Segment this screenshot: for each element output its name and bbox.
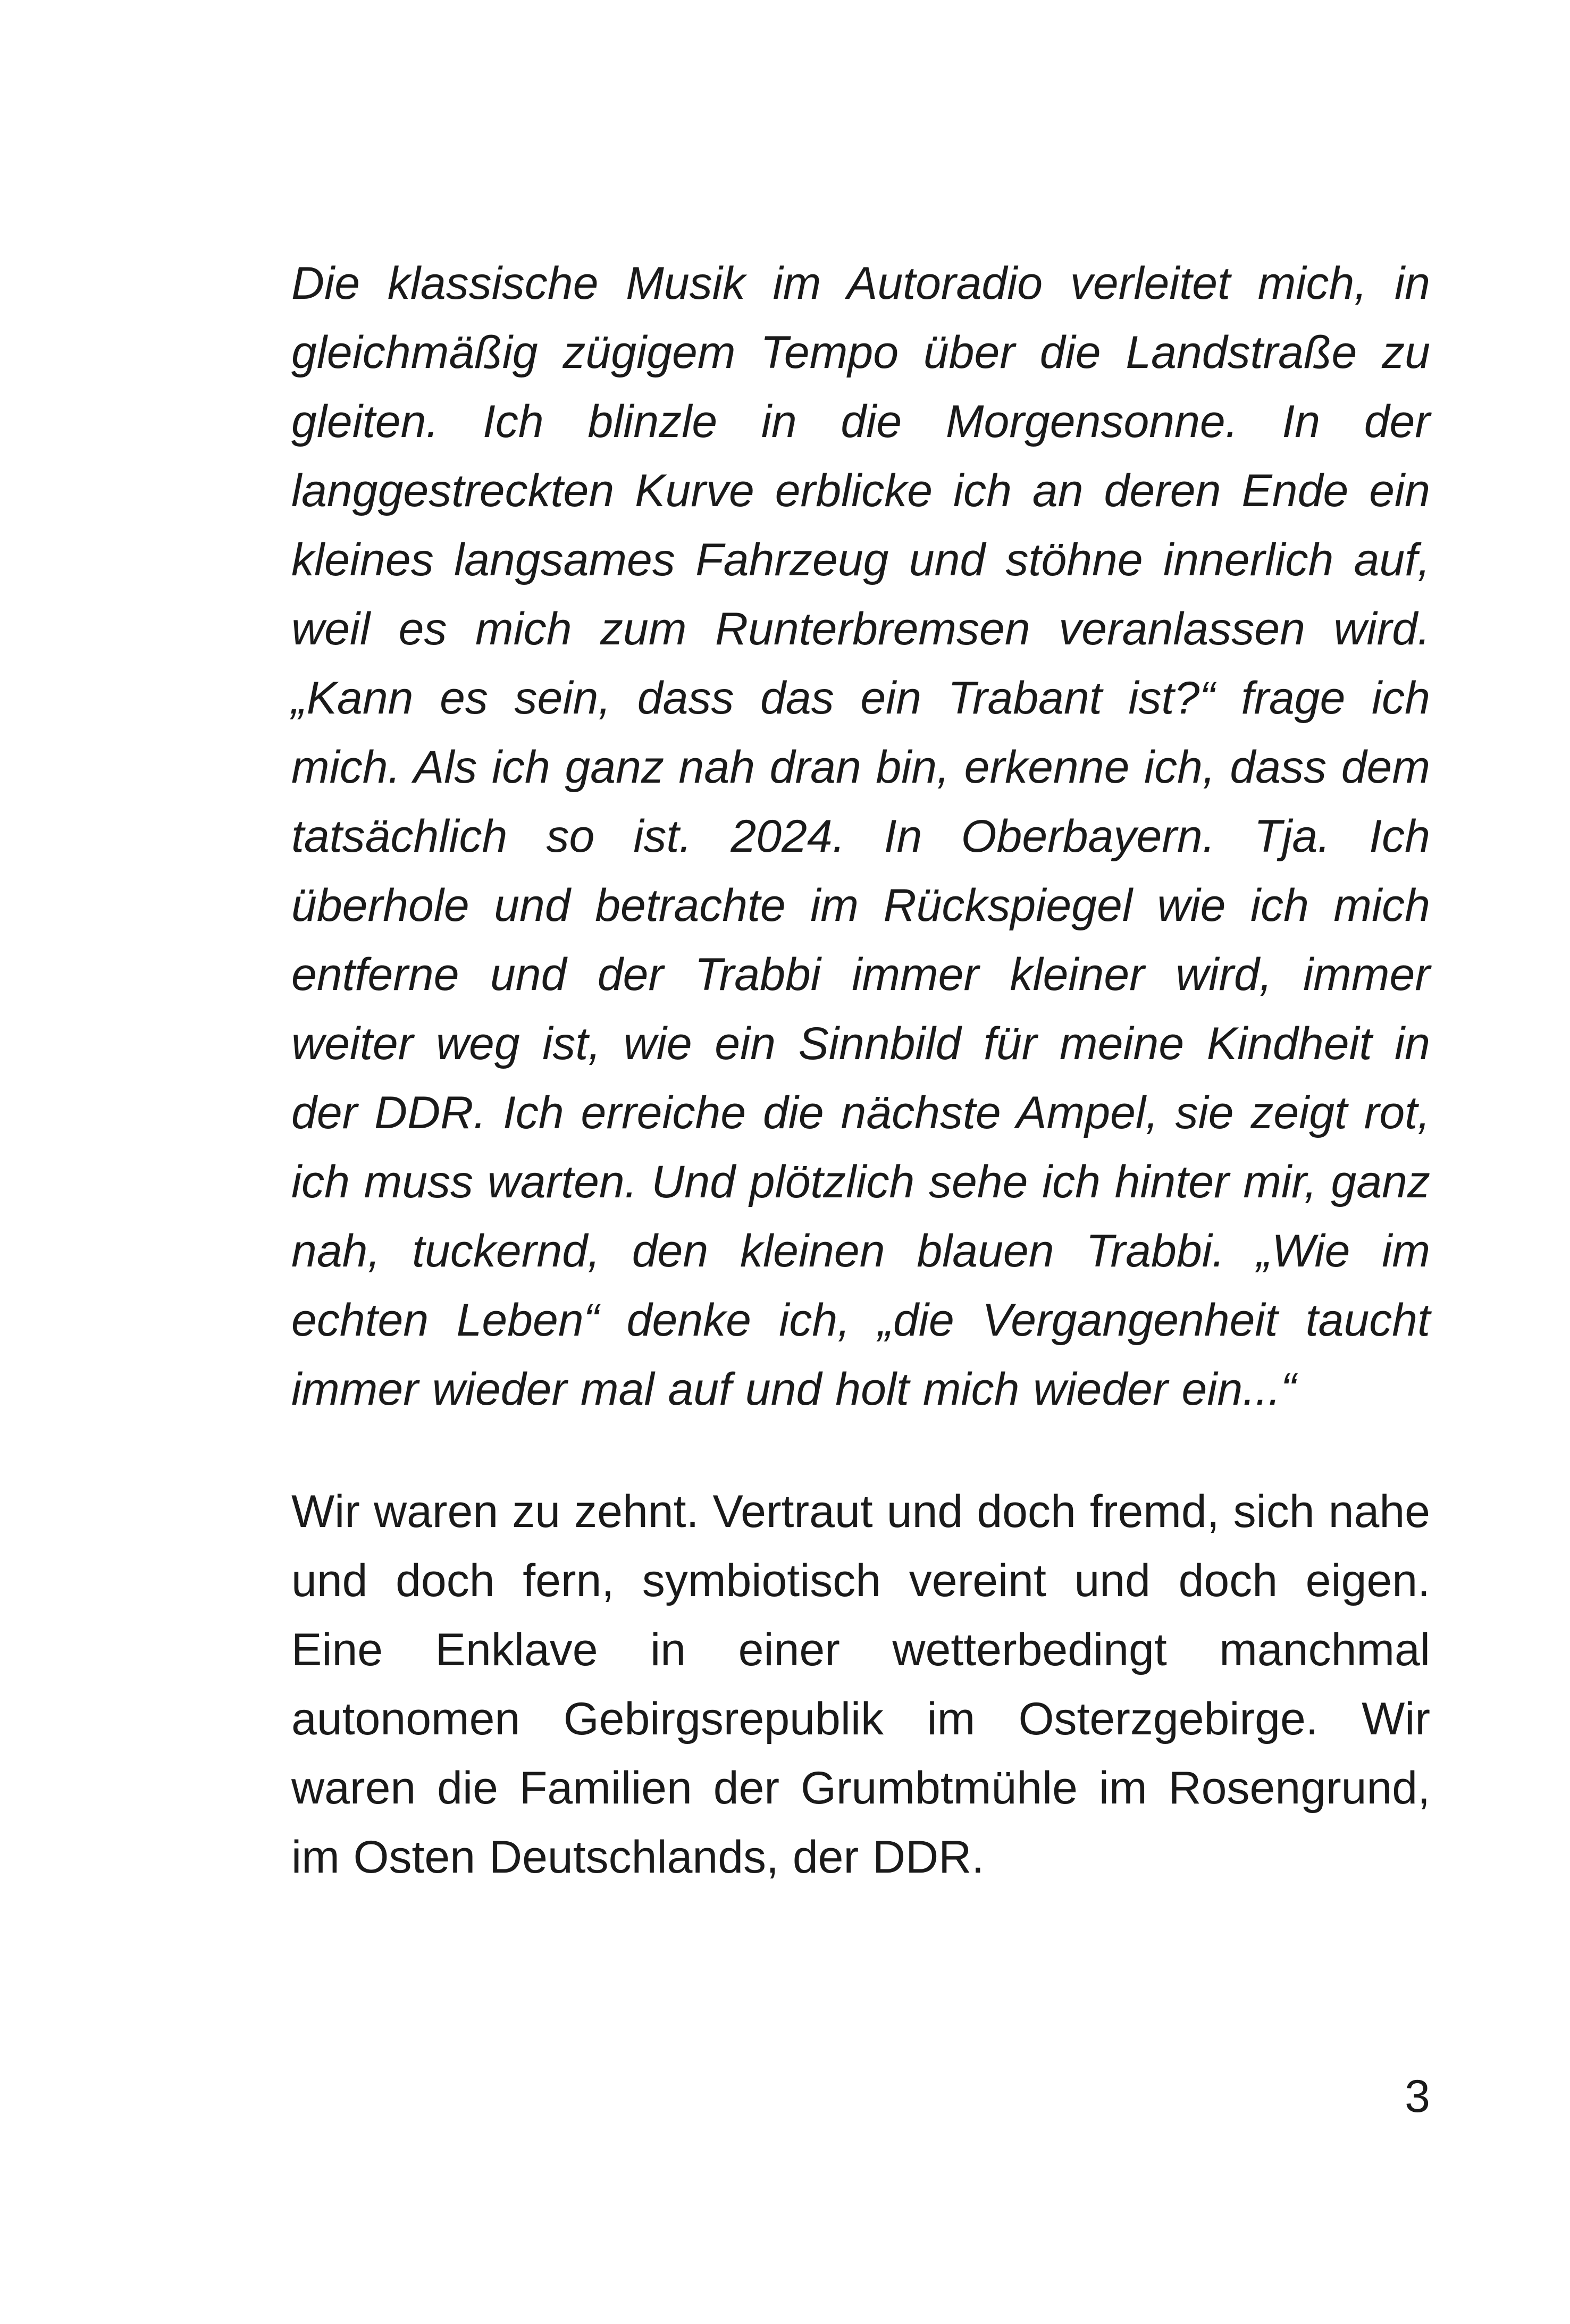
italic-intro-paragraph: Die klassische Musik im Autoradio verleitet mich, in gleichmäßig zügigem Tempo über die Landstraße zu gleiten. Ich blinzle in die Morgensonne. In der langgestreckten Kurve erblicke ich an deren Ende ein kleines langsames Fahrzeug und stöhne innerlich auf, weil es mich zum Runterbremsen veranlassen wird. „Kann es sein, dass das ein Trabant ist?“ frage ich mich. Als ich ganz nah dran bin, erkenne ich, dass dem tatsächlich so ist. 2024. In Oberbayern. Tja. Ich überhole und betrachte im Rückspiegel wie ich mich entferne und der Trabbi immer kleiner wird, immer weiter weg ist, wie ein Sinnbild für meine Kindheit in der DDR. Ich erreiche die nächste Ampel, sie zeigt rot, ich muss warten. Und plötzlich sehe ich hinter mir, ganz nah, tuckernd, den kleinen blauen Trabbi. „Wie im echten Leben“ denke ich, „die Vergangenheit taucht immer wieder mal auf und holt mich wieder ein...“	[291, 258, 1430, 1415]
body-paragraph: Wir waren zu zehnt. Vertraut und doch fremd, sich nahe und doch fern, symbiotisch vereint und doch eigen. Eine Enklave in einer wetterbedingt manchmal autonomen Gebirgsrepublik im Osterzgebirge. Wir waren die Familien der Grumbtmühle im Rosengrund, im Osten Deutschlands, der DDR.	[291, 1486, 1430, 1883]
page-number: 3	[1405, 2071, 1430, 2122]
